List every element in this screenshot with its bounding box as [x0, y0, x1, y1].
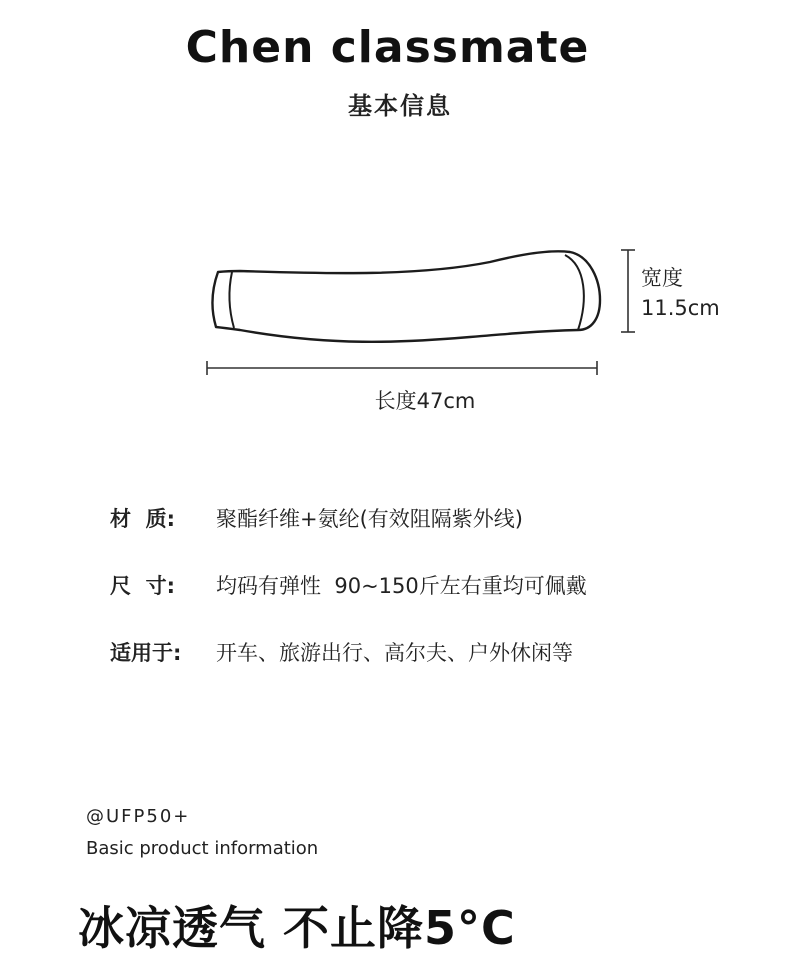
brand-title: Chen classmate	[185, 22, 590, 73]
upf-badge: @UFP50+	[86, 806, 191, 827]
sleeve-cuff-line	[229, 272, 234, 328]
spec-value: 开车、旅游出行、高尔夫、户外休闲等	[216, 641, 573, 665]
spec-row-size	[110, 570, 587, 637]
spec-label: 材 质:	[110, 507, 176, 531]
width-value-text: 11.5cm	[641, 296, 720, 320]
spec-value: 聚酯纤维+氨纶(有效阻隔紫外线)	[216, 507, 523, 531]
slogan-headline: 冰凉透气 不止降5°C	[78, 901, 516, 955]
spec-label: 适用于:	[110, 641, 182, 665]
spec-label: 尺 寸:	[110, 574, 176, 598]
spec-row-material	[110, 503, 587, 570]
sleeve-outline	[212, 251, 600, 342]
english-caption: Basic product information	[86, 838, 319, 859]
sleeve-band-line	[565, 255, 584, 330]
spec-list	[110, 503, 587, 704]
spec-value: 均码有弹性 90~150斤左右重均可佩戴	[216, 574, 587, 598]
length-dimension-label: 长度47cm	[374, 389, 476, 413]
section-subtitle: 基本信息	[348, 92, 452, 120]
spec-row-usage	[110, 637, 587, 704]
width-dimension-label	[641, 263, 720, 323]
width-label-text: 宽度	[641, 266, 683, 290]
